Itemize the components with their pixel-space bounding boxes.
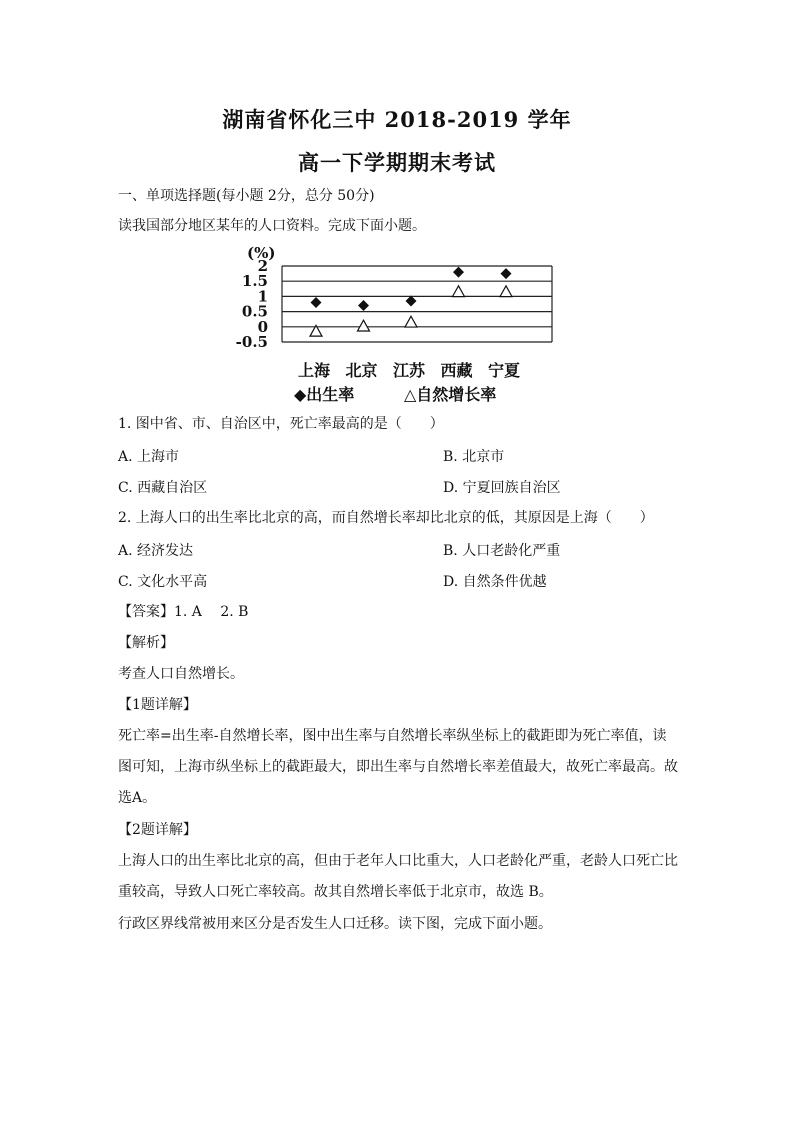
birth-rate-point	[406, 295, 417, 306]
q1-option-a[interactable]: A. 上海市	[118, 449, 180, 465]
q1-stem: 1. 图中省、市、自治区中，死亡率最高的是（ ）	[118, 416, 444, 432]
natural-growth-point	[500, 286, 512, 297]
detail1-text: 死亡率=出生率-自然增长率，图中出生率与自然增长率纵坐标上的截距即为死亡率值，读图可知，上海市纵坐标上的截距最大，即出生率与自然增长率差值最大，故死亡率最高。故选A。	[118, 728, 678, 806]
population-chart	[236, 240, 566, 410]
q1-option-c[interactable]: C. 西藏自治区	[118, 480, 208, 496]
x-tick-label: 江苏	[392, 361, 426, 380]
q2-stem: 2. 上海人口的出生率比北京的高，而自然增长率却比北京的低，其原因是上海（ ）	[118, 510, 654, 526]
analysis-text: 考查人口自然增长。	[118, 666, 244, 682]
x-tick-label: 西藏	[440, 361, 473, 380]
x-tick-label: 北京	[345, 361, 378, 380]
answer-line: 【答案】1. A 2. B	[118, 604, 249, 620]
intro-text: 读我国部分地区某年的人口资料。完成下面小题。	[118, 218, 426, 234]
y-tick-label: 2	[257, 257, 268, 275]
natural-growth-point	[358, 320, 370, 331]
q2-option-c[interactable]: C. 文化水平高	[118, 574, 208, 590]
chart-svg	[236, 240, 566, 410]
page-title-line1: 湖南省怀化三中 2018-2019 学年	[222, 107, 572, 132]
y-tick-label: 0.5	[241, 302, 268, 321]
y-tick-label: -0.5	[236, 333, 268, 351]
birth-rate-point	[311, 297, 322, 308]
q2-option-a[interactable]: A. 经济发达	[118, 543, 194, 559]
birth-rate-point	[358, 300, 369, 311]
y-tick-label: 1.5	[241, 272, 268, 291]
section-heading: 一、单项选择题(每小题 2分，总分 50分)	[118, 188, 375, 204]
detail2-label: 【2题详解】	[118, 822, 197, 838]
next-intro-text: 行政区界线常被用来区分是否发生人口迁移。读下图，完成下面小题。	[118, 916, 552, 932]
page-title-line2: 高一下学期期末考试	[298, 150, 496, 175]
natural-growth-point	[453, 286, 465, 297]
natural-growth-point	[405, 316, 417, 327]
q2-option-d[interactable]: D. 自然条件优越	[443, 574, 547, 590]
birth-rate-point	[453, 267, 464, 278]
y-tick-label: 0	[257, 317, 268, 336]
x-tick-label: 上海	[297, 361, 331, 380]
y-axis-label: (%)	[247, 244, 276, 262]
legend-natural-growth: △自然增长率	[404, 385, 497, 404]
legend-birth-rate: ◆出生率	[294, 385, 355, 404]
detail1-label: 【1题详解】	[118, 697, 197, 713]
x-tick-label: 宁夏	[487, 361, 521, 380]
q1-option-d[interactable]: D. 宁夏回族自治区	[443, 480, 561, 496]
detail2-text: 上海人口的出生率比北京的高，但由于老年人口比重大，人口老龄化严重，老龄人口死亡比重较高，导致人口死亡率较高。故其自然增长率低于北京市，故选 B。	[118, 853, 678, 900]
q1-option-b[interactable]: B. 北京市	[443, 449, 505, 465]
birth-rate-point	[501, 268, 512, 279]
q2-option-b[interactable]: B. 人口老龄化严重	[443, 543, 561, 559]
analysis-label: 【解析】	[118, 635, 174, 651]
y-tick-label: 1	[257, 287, 268, 306]
